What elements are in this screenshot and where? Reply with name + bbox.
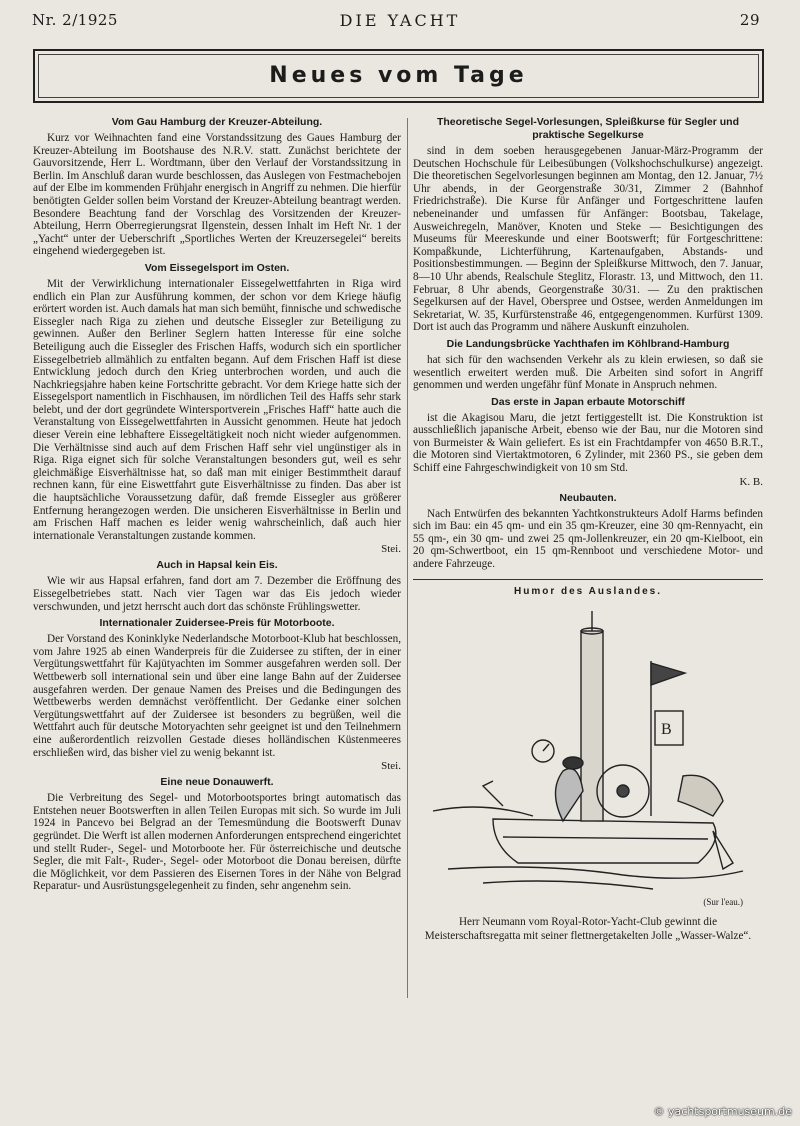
flag-letter: B bbox=[661, 720, 672, 738]
article-paragraph: hat sich für den wachsenden Verkehr als zu klein erwiesen, so daß sie wesentlich erweitert werden muß. Die Arbeiten sind sofort in Angriff genommen und werden ungefähr fünf Monate in Anspruch nehmen. bbox=[413, 353, 763, 392]
article-paragraph: ist die Akagisou Maru, die jetzt fertiggestellt ist. Die Konstruktion ist ausschließlich japanische Arbeit, ebenso wie der Bau, nur die Motoren sind von Burmeister & Wain geliefert. Es ist ein Frachtdampfer von 4650 B.R.T., die Motoren sind Viertaktmotoren, 6 Zylinder, mit 2360 PS., sie geben dem Schiff eine Fahrgeschwindigkeit von 10 sm Std. bbox=[413, 411, 763, 475]
column-divider bbox=[407, 118, 408, 998]
article-heading: Die Landungsbrücke Yachthafen im Köhlbrand-Hamburg bbox=[446, 337, 730, 350]
bow-rope bbox=[483, 781, 503, 806]
article-heading: Theoretische Segel-Vorlesungen, Spleißkurse für Segler und praktische Segelkurse bbox=[436, 116, 740, 141]
article-heading: Vom Gau Hamburg der Kreuzer-Abteilung. bbox=[111, 116, 323, 128]
article-paragraph: Nach Entwürfen des bekannten Yachtkonstrukteurs Adolf Harms befinden sich im Bau: ein 45 qm- und ein 35 qm-Kreuzer, eine 30 qm-Rennyacht, ein 55 qm-, ein 30 qm- und zwei 25 qm-Jollenkreuzer, ein 20 qm-Kielboot, ein 20 qm-Schwertboot, ein 15 qm-Rennboot und verschiedene Motor- und andere Fahrzeuge. bbox=[413, 507, 763, 571]
article-heading: Vom Eissegelsport im Osten. bbox=[144, 261, 290, 274]
sailor-hat bbox=[563, 757, 583, 769]
article-heading: Das erste in Japan erbaute Motorschiff bbox=[491, 395, 685, 408]
article-heading: Auch in Hapsal kein Eis. bbox=[156, 559, 278, 572]
wheel-hub bbox=[617, 785, 629, 797]
rudder bbox=[713, 831, 733, 869]
article-paragraph: Die Verbreitung des Segel- und Motorbootsportes bringt automatisch das Entstehen neuer Bootswerften in allen Teilen Europas mit sich. So wurde im Juli 1924 in Pancevo bei Belgrad an der Temesmündung die Bootswerft Dunav gegründet. Die Werft ist allen modernen Anforderungen entsprechend eingerichtet und stellt Ruder-, Segel- und Motorboote her. Für österreichische und deutsche Segler, die mit Falt-, Ruder-, Segel- oder Motorboot die Donau bereisen, dürfte die Möglichkeit, vor dem Passieren des Eisernen Tores in der Nähe von Belgrad Reparatur- und Ausrüstungsgelegenheit zu finden, sehr angenehm sein. bbox=[33, 792, 401, 893]
page-number: 29 bbox=[739, 11, 760, 29]
page-title: Neues vom Tage bbox=[269, 63, 528, 88]
title-box bbox=[33, 49, 764, 103]
illustration-credit: (Sur l'eau.) bbox=[703, 896, 743, 907]
article-heading: Internationaler Zuidersee-Preis für Motorboote. bbox=[99, 617, 335, 630]
article-signature: Stei. bbox=[381, 543, 401, 556]
left-column bbox=[33, 112, 401, 896]
illustration-caption: Herr Neumann vom Royal-Rotor-Yacht-Club gewinnt die Meisterschaftsregatta mit seiner flettnergetakelten Jolle „Wasser-Walze“. bbox=[424, 915, 752, 942]
article-paragraph: Mit der Verwirklichung internationaler Eissegelwettfahrten in Riga wird endlich ein Plan zur Ausführung kommen, der schon vor dem Kriege häufig erörtert worden ist. Auch damals hat man sich bemüht, finnische und schwedische Eissegler nach Riga zu ziehen und deutsche Eissegler zur Beteiligung zu gewinnen. Außer den Berliner Seglern hatten Interesse für eine solche Beteiligung auch die Eissegler des Frischen Haffs, wodurch sich ein sportlicher Eissegelbetrieb allmählich zu entfalten begann. Auf dem Frischen Haff ist diese Entwicklung jedoch durch den Krieg unterbrochen worden, und auch die Nachkriegsjahre haben keine Fortschritte gebracht. Vor dem Kriege hatte sich der Eissegelsport namentlich in Fischhausen, im nördlichen Teil des Haffs sehr stark belebt, und der dort gegründete Wintersportverein „Frisches Haff“ hatte auch die Veranstaltung von Eissegelwettfahrten in Aussicht genommen. Heute hat jedoch dieser Verein eine lebhaftere Eissegeltätigkeit noch nicht wieder aufgenommen. Die Verhältnisse sind auch auf dem Frischen Haff sehr viel ungünstiger als in Riga. Riga eignet sich für solche Veranstaltungen besonders gut, weil es sehr gleichmäßige Eisverhältnisse hat, so daß man mit einiger Bestimmtheit darauf rechnen kann, für eine Eiswettfahrt gute Eisverhältnisse zu finden. Das aber ist die hauptsächliche Voraussetzung dafür, daß fremde Eissegler aus größerer Entfernung herangezogen werden. Die unsicheren Eisverhältnisse in Berlin und am Frischen Haff machen es leider wenig wahrscheinlich, daß auch hier internationale Veranstaltungen zustande kommen. bbox=[33, 277, 401, 542]
rotor-cylinder bbox=[581, 631, 603, 821]
issue-number: Nr. 2/1925 bbox=[32, 11, 118, 29]
water-wake bbox=[448, 867, 743, 878]
cartoon-illustration bbox=[423, 601, 753, 901]
article-paragraph: sind in dem soeben herausgegebenen Januar-März-Programm der Deutschen Hochschule für Leibesübungen (Volkshochschulkurse) angezeigt. Die theoretischen Segelvorlesungen beginnen am Montag, den 12. Januar, 7½ Uhr abends, in der Georgenstraße 30/31, Zimmer 2 (Bahnhof Friedrichstraße). Die Kurse für Anfänger und Fortgeschrittene laufen nebeneinander und umfassen für Anfänger: Bootsbau, Takelage, Ausweichregeln, Manöver, Knoten und Steke — Besichtigungen des Museums für Meereskunde und einer Bootswerft; für Fortgeschrittene: Kompaßkunde, Lichterführung, Kartenaufgaben, Abstands- und Positionsbestimmungen. — Beginn der Spleißkurse Mittwoch, den 7. Januar, 8—10 Uhr abends, Realschule Steglitz, Florastr. 13, und Mittwoch, den 11. Februar, 8 Uhr abends, Georgenstraße 30/31. — Zu den praktischen Segelkursen auf der Havel, Oberspree und Ostsee, werden Anmeldungen im Sekretariat, W. 35, Kurfürstenstraße 46, entgegengenommen. Kurfürst 1309. Dort ist auch das Programm und nähere Auskunft einzuholen. bbox=[413, 145, 763, 334]
stern-figure bbox=[678, 775, 723, 816]
article-paragraph: Der Vorstand des Koninklyke Nederlandsche Motorboot-Klub hat beschlossen, vom Jahre 1925 ab einen Wanderpreis für die Zuidersee zu stiften, der in einer Vergütungswettfahrt für Kajütyachten im Sommer ausgefahren werden soll. Der Wettbewerb soll international sein und über eine lange Bahn auf der Zuidersee ausgefahren werden. Der genaue Namen des Preises und die Bedingungen des Wettbewerbs werden demnächst veröffentlicht. Der Gedanke einer solchen Vergütungswettfahrt auf der Zuidersee ist besonders zu begrüßen, weil die Wettfahrt auch für deutsche Motoryachten sehr geeignet ist und den Teilnehmern eine außerordentlich reizvollen Gestade dieses holländischen Küstenmeeres erschließen wird, das bisher viel zu wenig bekannt ist. bbox=[33, 633, 401, 759]
section-rule bbox=[413, 579, 763, 580]
water-line-left bbox=[433, 807, 533, 816]
article-heading: Eine neue Donauwerft. bbox=[160, 776, 274, 789]
article-paragraph: Wie wir aus Hapsal erfahren, fand dort am 7. Dezember die Eröffnung des Eissegelbetriebes statt. Nach vier Tagen war das Eis jedoch wieder verschwunden, und jetzt herrscht auch dort das schönste Frühlingswetter. bbox=[33, 575, 401, 613]
journal-name: DIE YACHT bbox=[339, 11, 461, 30]
gauge-needle bbox=[543, 744, 549, 751]
article-heading: Neubauten. bbox=[559, 491, 617, 504]
watermark: © yachtsportmuseum.de bbox=[653, 1105, 792, 1118]
humor-heading: Humor des Auslandes. bbox=[514, 585, 662, 597]
pennant-flag bbox=[651, 663, 685, 685]
article-signature: K. B. bbox=[739, 475, 763, 488]
boat-hull bbox=[493, 819, 716, 863]
article-paragraph: Kurz vor Weihnachten fand eine Vorstandssitzung des Gaues Hamburg der Kreuzer-Abteilung im Bootshause des N.R.V. statt. Zunächst berichtete der Gauvorsitzende, Herr L. Wordtmann, über den Verlauf der Vorstandssitzung in Berlin. Im Anschluß daran wurde beschlossen, das Auslegen von Festmachebojen auf der Elbe im kommenden Frühjahr energisch in Angriff zu nehmen. Die hierfür benötigten Gelder sollen beim Vorstand der Kreuzer-Abteilung beantragt werden. Besondere Beachtung fand der Vorschlag des Vorsitzenden der Kreuzer-Abteilung, Herrn Oberregierungsrat Ilgenstein, dessen Inhalt im Heft Nr. 1 der „Yacht“ unter der Ueberschrift „Sportliches Werten der Kreuzersegelei“ bereits eingehend wiedergegeben ist. bbox=[33, 132, 401, 258]
sailor-figure bbox=[556, 768, 584, 821]
water-ripple bbox=[483, 881, 653, 889]
right-articles bbox=[413, 116, 763, 571]
right-column bbox=[413, 112, 763, 943]
article-signature: Stei. bbox=[381, 760, 401, 773]
